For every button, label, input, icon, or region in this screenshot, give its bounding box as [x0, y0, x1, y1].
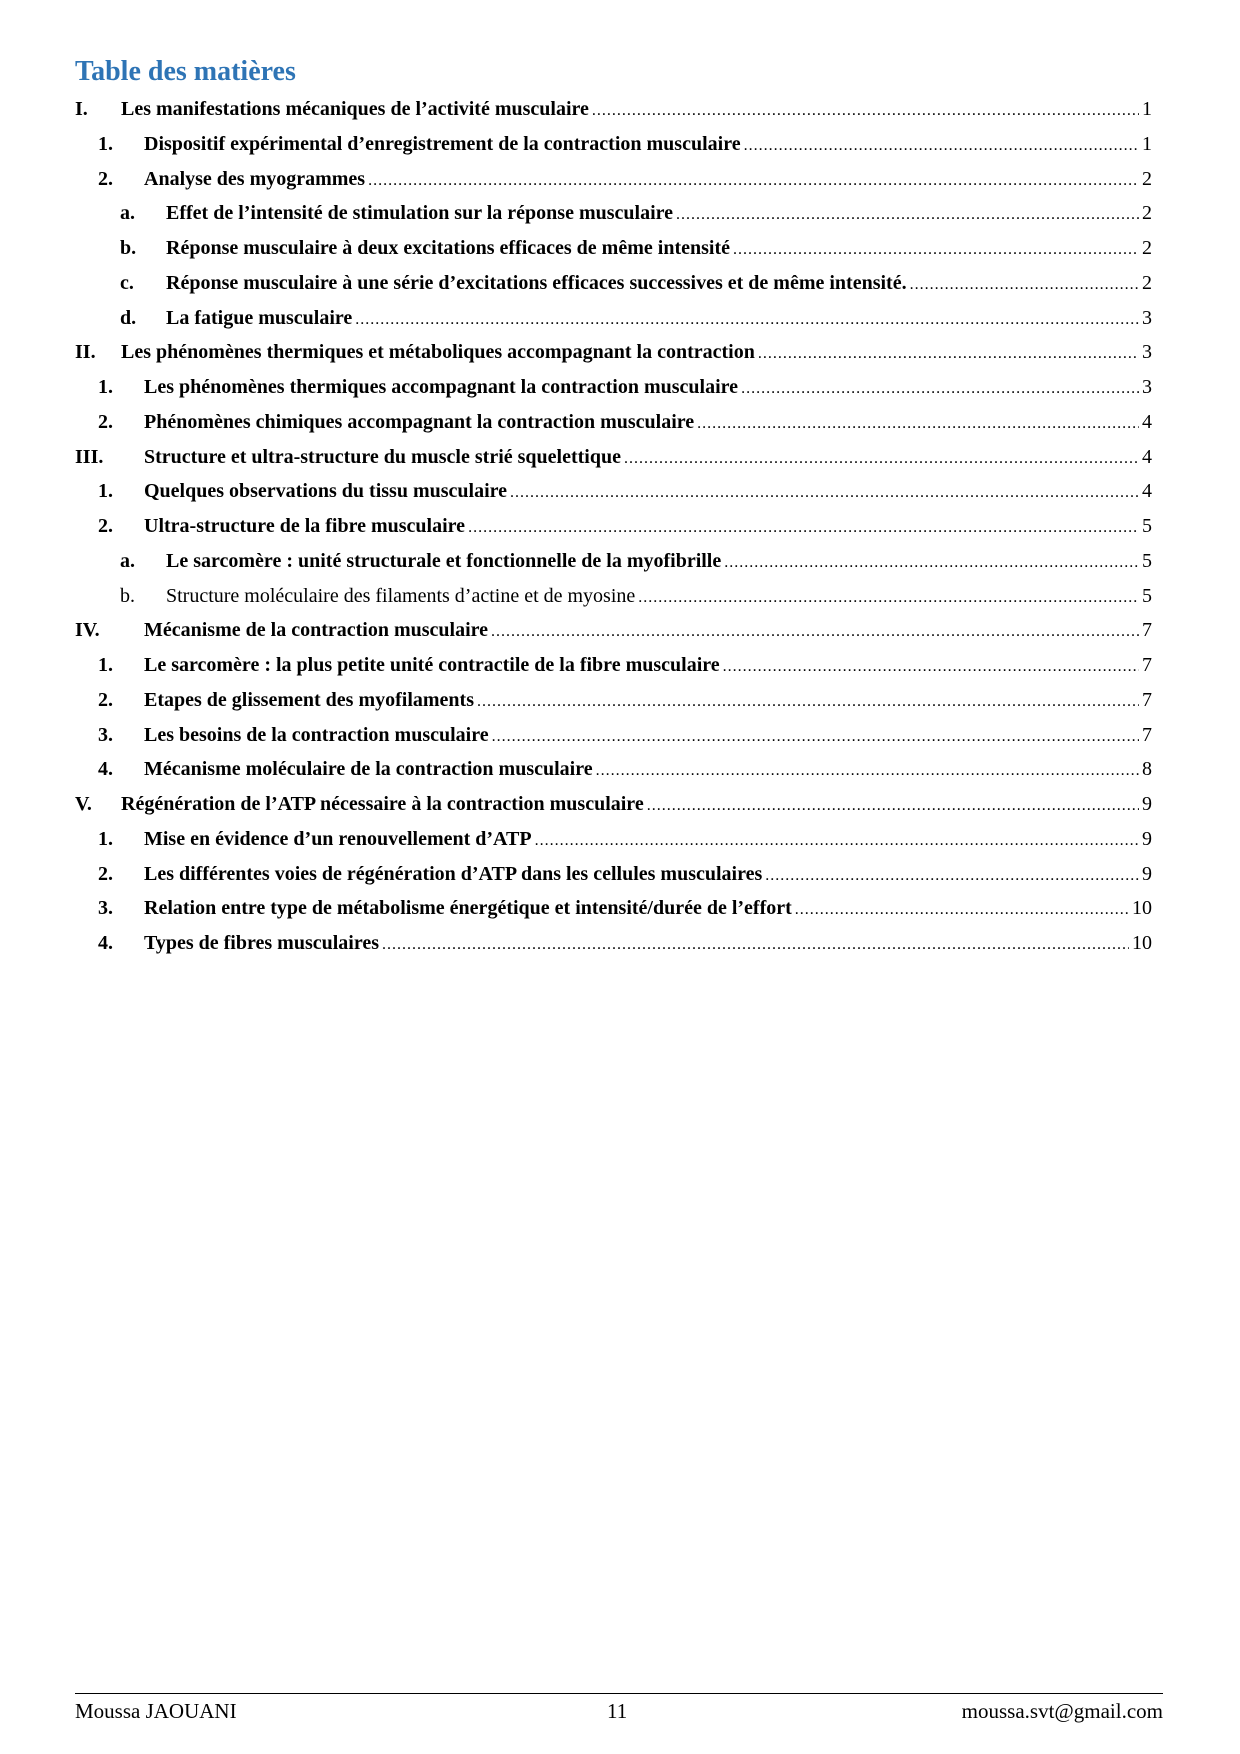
toc-entry-page: 5 — [1142, 549, 1152, 572]
toc-entry[interactable] — [98, 685, 1152, 715]
toc-entry-number: 1. — [98, 376, 113, 398]
toc-dot-leader — [596, 756, 1139, 786]
toc-entry-number: 3. — [98, 897, 113, 920]
toc-entry-label: Ultra-structure de la fibre musculaire — [144, 515, 466, 537]
toc-entry[interactable] — [75, 94, 1152, 124]
toc-entry-number: II. — [75, 341, 96, 364]
toc-entry-number: 4. — [98, 932, 113, 954]
toc-entry-page: 2 — [1142, 202, 1152, 225]
toc-entry[interactable] — [75, 337, 1152, 367]
toc-dot-leader — [741, 374, 1139, 404]
toc-dot-leader — [510, 478, 1139, 508]
toc-entry-number: 1. — [98, 480, 113, 503]
toc-entry-number: 1. — [98, 132, 113, 155]
toc-entry[interactable] — [98, 859, 1152, 889]
toc-entry-number: d. — [120, 306, 137, 329]
toc-dot-leader — [795, 895, 1129, 925]
toc-entry-number: b. — [120, 584, 135, 607]
toc-dot-leader — [382, 930, 1129, 960]
toc-entry-page: 3 — [1142, 306, 1152, 329]
toc-entry-label: Structure et ultra-structure du muscle strié squelettique — [144, 445, 621, 468]
toc-entry[interactable] — [75, 789, 1152, 819]
toc-entry-page: 5 — [1142, 515, 1152, 537]
toc-entry[interactable] — [98, 650, 1152, 680]
toc-entry[interactable] — [98, 720, 1152, 750]
toc-entry[interactable] — [120, 581, 1152, 611]
toc-entry-page: 10 — [1132, 932, 1152, 954]
toc-entry[interactable] — [98, 893, 1152, 923]
toc-entry-label: Les phénomènes thermiques accompagnant la contraction musculaire — [144, 376, 739, 398]
toc-entry-label: Réponse musculaire à deux excitations efficaces de même intensité — [166, 237, 730, 259]
toc-entry-label: Phénomènes chimiques accompagnant la contraction musculaire — [144, 410, 695, 433]
toc-entry-number: 2. — [98, 688, 113, 711]
toc-entry-label: Analyse des myogrammes — [144, 167, 366, 190]
toc-dot-leader — [724, 548, 1139, 578]
toc-dot-leader — [744, 131, 1139, 161]
toc-dot-leader — [647, 791, 1139, 821]
toc-entry-label: Mécanisme moléculaire de la contraction musculaire — [144, 758, 593, 781]
toc-dot-leader — [765, 861, 1139, 891]
toc-dot-leader — [758, 339, 1139, 369]
toc-entry-number: IV. — [75, 619, 100, 642]
toc-entry-label: Mécanisme de la contraction musculaire — [144, 619, 489, 642]
toc-entry-label: Dispositif expérimental d’enregistrement de la contraction musculaire — [144, 132, 741, 155]
toc-entry-number: a. — [120, 549, 135, 572]
toc-entry-number: 4. — [98, 758, 113, 781]
toc-entry-number: 1. — [98, 827, 113, 850]
toc-entry[interactable] — [120, 198, 1152, 228]
toc-entry-label: La fatigue musculaire — [166, 306, 353, 329]
toc-entry[interactable] — [120, 546, 1152, 576]
toc-entry-number: 2. — [98, 167, 113, 190]
toc-entry-label: Les manifestations mécaniques de l’activité musculaire — [121, 98, 589, 120]
toc-entry-label: Quelques observations du tissu musculaire — [144, 480, 508, 503]
toc-entry-label: Réponse musculaire à une série d’excitations efficaces successives et de même intensité. — [166, 271, 907, 294]
toc-entry-number: 2. — [98, 515, 113, 537]
toc-entry[interactable] — [75, 615, 1152, 645]
toc-entry[interactable] — [98, 754, 1152, 784]
toc-entry-number: 2. — [98, 410, 113, 433]
toc-entry-page: 3 — [1142, 376, 1152, 398]
toc-entry-page: 3 — [1142, 341, 1152, 364]
toc-dot-leader — [468, 513, 1139, 543]
toc-entry-page: 4 — [1142, 410, 1152, 433]
toc-dot-leader — [491, 617, 1139, 647]
toc-entry-page: 1 — [1142, 132, 1152, 155]
toc-dot-leader — [355, 305, 1139, 335]
toc-entry-number: 3. — [98, 723, 113, 746]
toc-entry-page: 9 — [1142, 827, 1152, 850]
toc-entry-number: III. — [75, 445, 104, 468]
toc-entry-page: 7 — [1142, 688, 1152, 711]
toc-entry-page: 7 — [1142, 723, 1152, 746]
toc-entry-page: 1 — [1142, 98, 1152, 120]
toc-entry-page: 5 — [1142, 584, 1152, 607]
toc-entry-number: b. — [120, 237, 137, 259]
toc-entry[interactable] — [98, 129, 1152, 159]
toc-entry[interactable] — [98, 372, 1152, 402]
toc-dot-leader — [492, 722, 1139, 752]
toc-entry-page: 7 — [1142, 619, 1152, 642]
toc-dot-leader — [535, 826, 1139, 856]
toc-entry-label: Les besoins de la contraction musculaire — [144, 723, 489, 746]
toc-entry-number: I. — [75, 98, 88, 120]
toc-title: Table des matières — [75, 56, 296, 87]
toc-entry-number: a. — [120, 202, 135, 225]
toc-entry[interactable] — [98, 928, 1152, 958]
toc-entry[interactable] — [98, 824, 1152, 854]
toc-entry-label: Les phénomènes thermiques et métaboliques accompagnant la contraction — [121, 341, 755, 364]
toc-entry-label: Mise en évidence d’un renouvellement d’ATP — [144, 827, 532, 850]
toc-entry-page: 10 — [1132, 897, 1152, 920]
toc-entry-label: Etapes de glissement des myofilaments — [144, 688, 474, 711]
toc-entry[interactable] — [98, 511, 1152, 541]
toc-dot-leader — [697, 409, 1139, 439]
toc-entry-page: 2 — [1142, 271, 1152, 294]
toc-entry[interactable] — [120, 268, 1152, 298]
footer-email: moussa.svt@gmail.com — [961, 1699, 1163, 1723]
toc-dot-leader — [733, 235, 1139, 265]
toc-entry-page: 7 — [1142, 654, 1152, 676]
toc-entry-page: 9 — [1142, 793, 1152, 815]
toc-entry-page: 4 — [1142, 445, 1152, 468]
toc-entry-label: Le sarcomère : unité structurale et fonctionnelle de la myofibrille — [166, 549, 722, 572]
toc-dot-leader — [723, 652, 1139, 682]
toc-entry-page: 2 — [1142, 167, 1152, 190]
toc-entry-label: Régénération de l’ATP nécessaire à la contraction musculaire — [121, 793, 644, 815]
footer-page-number: 11 — [607, 1699, 628, 1723]
toc-entry-label: Le sarcomère : la plus petite unité contractile de la fibre musculaire — [144, 654, 720, 676]
toc-dot-leader — [477, 687, 1139, 717]
toc-entry-label: Types de fibres musculaires — [144, 932, 380, 954]
toc-dot-leader — [638, 583, 1139, 613]
toc-entry-page: 8 — [1142, 758, 1152, 781]
toc-dot-leader — [592, 96, 1139, 126]
toc-entry-page: 9 — [1142, 862, 1152, 885]
footer-author: Moussa JAOUANI — [75, 1699, 237, 1723]
footer-divider — [75, 1693, 1163, 1694]
toc-entry-label: Effet de l’intensité de stimulation sur la réponse musculaire — [166, 202, 674, 225]
toc-entry[interactable] — [98, 407, 1152, 437]
toc-entry-number: 2. — [98, 862, 113, 885]
toc-dot-leader — [624, 444, 1139, 474]
toc-entry-number: V. — [75, 793, 92, 815]
toc-entry-number: c. — [120, 271, 134, 294]
toc-entry-label: Relation entre type de métabolisme énergétique et intensité/durée de l’effort — [144, 897, 792, 920]
toc-entry-label: Structure moléculaire des filaments d’actine et de myosine — [166, 584, 636, 607]
toc-entry[interactable] — [98, 164, 1152, 194]
toc-entry-page: 4 — [1142, 480, 1152, 503]
toc-entry[interactable] — [120, 303, 1152, 333]
toc-entry-number: 1. — [98, 654, 113, 676]
toc-dot-leader — [676, 200, 1139, 230]
toc-entry-label: Les différentes voies de régénération d’ATP dans les cellules musculaires — [144, 862, 763, 885]
toc-dot-leader — [368, 166, 1139, 196]
toc-entry[interactable] — [120, 233, 1152, 263]
toc-entry-page: 2 — [1142, 237, 1152, 259]
toc-dot-leader — [910, 270, 1139, 300]
toc-entry[interactable] — [98, 476, 1152, 506]
toc-entry[interactable] — [75, 442, 1152, 472]
